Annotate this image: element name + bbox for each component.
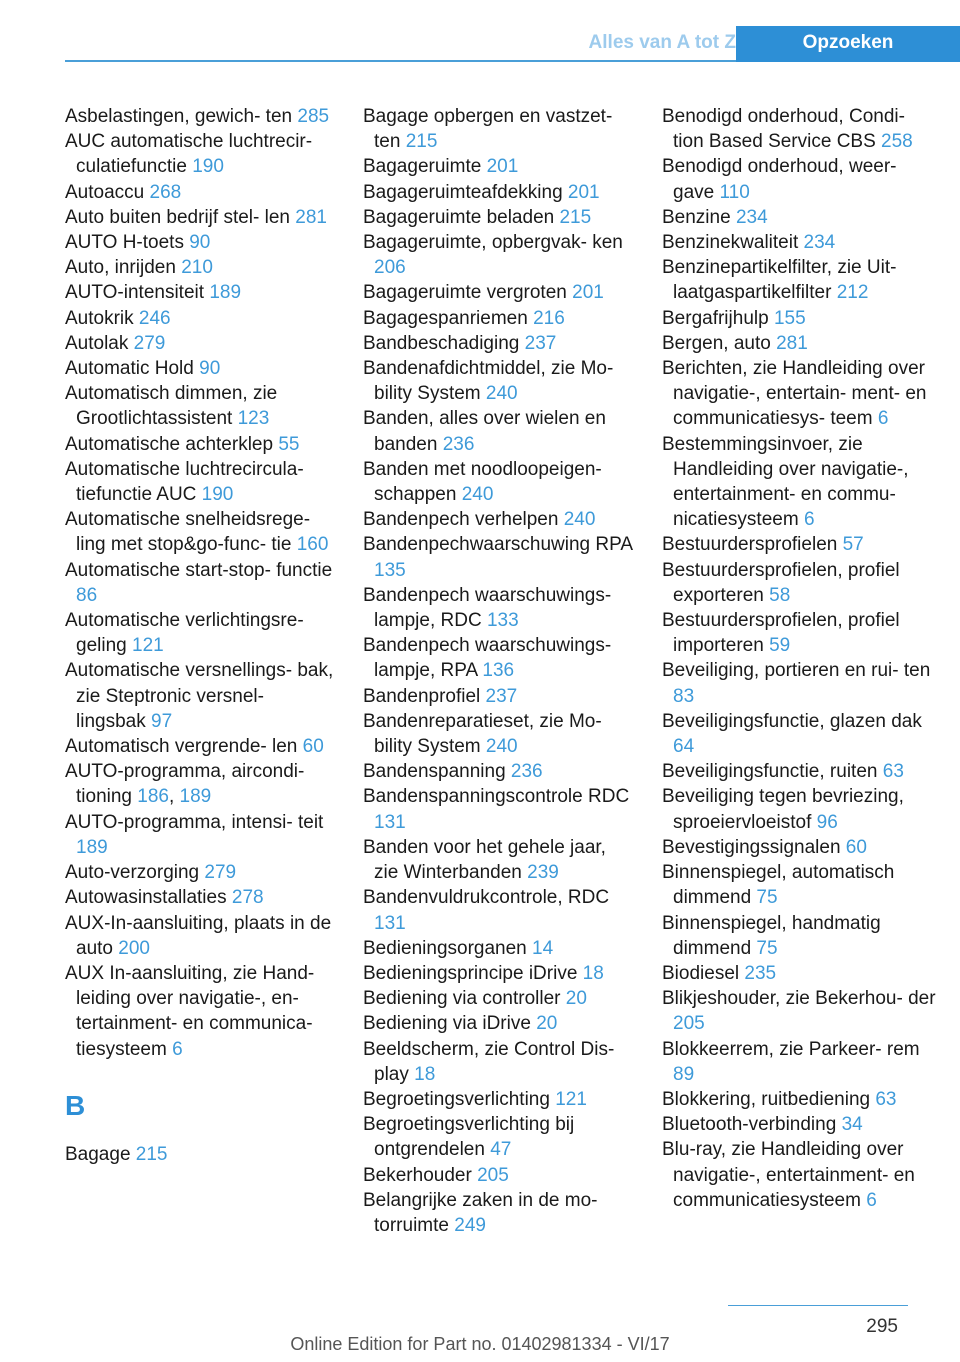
index-entry [662, 860, 937, 910]
page-link[interactable]: 236 [442, 433, 475, 455]
index-entry [363, 306, 633, 331]
index-term: Bagageruimteafdekking [363, 181, 568, 203]
page-link[interactable]: 6 [866, 1189, 877, 1211]
page-link[interactable]: 6 [803, 509, 815, 531]
index-term: Beveiligingsfunctie, glazen dak [662, 710, 922, 732]
index-entry [363, 104, 633, 154]
index-term: Blokkering, ruitbediening [662, 1088, 876, 1110]
index-term: Bestuurdersprofielen, profiel importeren [662, 610, 900, 657]
index-entry [65, 507, 335, 557]
index-entry [363, 1011, 633, 1036]
index-entry [65, 558, 335, 608]
index-entry [363, 709, 633, 759]
page-link[interactable]: 235 [744, 962, 777, 984]
page-link[interactable]: 237 [485, 685, 518, 707]
index-entry [363, 1087, 633, 1112]
page-link[interactable]: 215 [405, 131, 438, 153]
index-entry [363, 406, 633, 456]
page-link[interactable]: 131 [374, 912, 406, 934]
index-entry [363, 885, 633, 935]
page-link[interactable]: 216 [533, 307, 565, 329]
page-link[interactable]: 201 [486, 156, 519, 178]
page-link[interactable]: 18 [582, 962, 604, 984]
index-term: AUX In-aansluiting, zie Hand‐ leiding over navigatie-, en‐ tertainment- en communica‐ tiesysteem [65, 962, 315, 1060]
index-entry [65, 356, 335, 381]
index-entry [65, 860, 335, 885]
index-entry [363, 230, 633, 280]
page-link[interactable]: 160 [296, 534, 329, 556]
index-term: AUTO H-toets [65, 232, 190, 254]
index-term: Bandbeschadiging [363, 332, 525, 354]
index-entry [65, 911, 335, 961]
index-term: Bandenprofiel [363, 685, 486, 707]
index-term: Bagagespanriemen [363, 307, 534, 329]
index-term: Bedieningsorganen [363, 937, 533, 959]
page-link[interactable]: 249 [454, 1214, 486, 1236]
page-link[interactable]: 136 [482, 660, 515, 682]
index-term: Bandenspanning [363, 761, 511, 783]
page-link[interactable]: 55 [278, 433, 300, 455]
index-entry [363, 507, 633, 532]
index-entry [662, 961, 937, 986]
index-term: Automatic Hold [65, 358, 200, 380]
page-link[interactable]: 75 [756, 937, 778, 959]
index-entry [65, 255, 335, 280]
index-term: Bandenreparatieset, zie Mo‐ bility System [363, 710, 602, 758]
page-link[interactable]: 121 [132, 635, 164, 657]
index-term: Blu-ray, zie Handleiding over navigatie-, entertainment- en communicatiesysteem [662, 1139, 915, 1211]
page-link[interactable]: 57 [842, 534, 864, 556]
index-term: Bandenspanningscontrole RDC [363, 786, 630, 808]
section-letter: B [65, 1089, 86, 1121]
index-term: AUTO-intensiteit [65, 282, 210, 304]
index-entry [65, 810, 335, 860]
page-link[interactable]: 133 [486, 610, 519, 632]
index-term: Beveiliging, portieren en rui‐ ten [662, 660, 931, 682]
index-entry [363, 457, 633, 507]
index-term: Bluetooth-verbinding [662, 1114, 842, 1136]
index-entry [363, 154, 633, 179]
page-link[interactable]: 234 [803, 232, 836, 254]
index-term: Bagageruimte [363, 156, 487, 178]
index-term: Bestuurdersprofielen, profiel exporteren [662, 559, 900, 606]
page-link[interactable]: 59 [769, 635, 791, 657]
index-term: Benzine [662, 206, 736, 228]
index-entry [363, 1188, 633, 1238]
page-link[interactable]: 200 [118, 937, 150, 959]
page-link[interactable]: 281 [295, 206, 327, 228]
index-entry [65, 658, 335, 734]
index-entry [662, 255, 937, 305]
index-entry [662, 986, 937, 1036]
index-entry [65, 961, 335, 1062]
index-term: Banden voor het gehele jaar, zie Winterbanden [363, 836, 606, 884]
index-term: Bergen, auto [662, 332, 777, 354]
index-entry [662, 759, 937, 784]
page-link[interactable]: 6 [877, 408, 889, 430]
index-entry [363, 1163, 633, 1188]
index-term: Benodigd onderhoud, weer‐ gave [662, 156, 897, 203]
index-term: Bandenafdichtmiddel, zie Mo‐ bility System [363, 358, 614, 405]
page-link[interactable]: 215 [135, 1143, 168, 1165]
index-entry [65, 381, 335, 431]
page-link[interactable]: 201 [567, 181, 600, 203]
index-term: Automatische versnellings‐ bak, zie Steptronic versnel‐ lingsbak [65, 660, 334, 732]
page-link[interactable]: 121 [555, 1088, 587, 1110]
index-entry [363, 936, 633, 961]
index-term: Bevestigingssignalen [662, 836, 846, 858]
index-term: Binnenspiegel, automatisch dimmend [662, 862, 895, 909]
index-entry [65, 608, 335, 658]
index-entry [662, 331, 937, 356]
index-term: Autowasinstallaties [65, 887, 232, 909]
index-entry [363, 759, 633, 784]
index-entry [65, 1142, 335, 1167]
index-term: Begroetingsverlichting bij ontgrendelen [363, 1114, 575, 1161]
page-link[interactable]: 215 [559, 206, 592, 228]
index-term: Beveiligingsfunctie, ruiten [662, 761, 883, 783]
page-link[interactable]: 20 [565, 988, 587, 1010]
section-title: Alles van A tot Z [588, 32, 736, 53]
index-entry [65, 331, 335, 356]
page-link[interactable]: 131 [374, 811, 406, 833]
page-link[interactable]: 246 [138, 307, 171, 329]
index-entry [662, 154, 937, 204]
page-link[interactable]: 63 [875, 1088, 897, 1110]
page-link[interactable]: 239 [527, 862, 559, 884]
page-link[interactable]: 110 [719, 181, 750, 203]
index-term: Asbelastingen, gewich‐ ten [65, 106, 298, 127]
index-term: AUTO-programma, intensi‐ teit [65, 811, 324, 833]
index-term: Auto buiten bedrijf stel‐ len [65, 206, 296, 228]
index-entry [363, 356, 633, 406]
index-entry [65, 104, 335, 129]
index-term: Bandenpechwaarschuwing RPA [363, 534, 632, 556]
index-term: Blikjeshouder, zie Bekerhou‐ der [662, 988, 936, 1010]
index-entry [662, 608, 937, 658]
index-entry [662, 104, 937, 154]
index-entry [65, 180, 335, 205]
page-link[interactable]: 90 [189, 232, 211, 254]
page-link[interactable]: 285 [297, 106, 330, 127]
index-entry [363, 331, 633, 356]
index-entry [363, 280, 633, 305]
index-entry [363, 583, 633, 633]
index-entry [662, 230, 937, 255]
index-term: Beveiliging tegen bevriezing, sproeiervloeistof [662, 786, 904, 833]
page-link[interactable]: 155 [773, 307, 806, 329]
index-term: Automatisch vergrende‐ len [65, 736, 303, 758]
index-term: Binnenspiegel, handmatig dimmend [662, 912, 881, 959]
index-term: Benodigd onderhoud, Condi‐ tion Based Service CBS [662, 106, 905, 153]
index-term: Autokrik [65, 307, 139, 329]
index-entry [363, 532, 633, 582]
index-entry [65, 885, 335, 910]
page-link[interactable]: 240 [563, 509, 596, 531]
page-link[interactable]: 237 [524, 332, 557, 354]
index-entry [363, 784, 633, 834]
index-entry [662, 432, 937, 533]
index-entry [65, 457, 335, 507]
index-entry [662, 911, 937, 961]
page-link[interactable]: 189 [76, 836, 108, 858]
page-link[interactable]: 96 [816, 811, 838, 833]
index-entry [363, 205, 633, 230]
index-entry [662, 784, 937, 834]
page-link[interactable]: 206 [374, 257, 406, 279]
index-entry [363, 684, 633, 709]
page-link[interactable]: 210 [181, 257, 213, 279]
page-link[interactable]: 201 [572, 282, 604, 304]
page-link[interactable]: 97 [151, 710, 173, 732]
index-entry [662, 356, 937, 432]
page-link[interactable]: 63 [882, 761, 904, 783]
index-entry [662, 658, 937, 708]
index-entry [662, 1037, 937, 1087]
page-link[interactable]: 278 [231, 887, 264, 909]
index-term: Automatische start-stop- functie [65, 559, 333, 581]
page-link[interactable]: 58 [769, 584, 791, 606]
page-link[interactable]: 240 [485, 383, 518, 405]
index-term: Benzinekwaliteit [662, 232, 804, 254]
index-term: Automatische luchtrecircula‐ tiefunctie AUC [65, 458, 304, 506]
index-term: Banden, alles over wielen en banden [363, 408, 606, 455]
page-link[interactable]: 189 [209, 282, 242, 304]
index-entry [363, 961, 633, 986]
index-entry [363, 835, 633, 885]
index-entry [363, 633, 633, 683]
index-entry [662, 532, 937, 557]
page-link[interactable]: 47 [490, 1139, 512, 1161]
index-term: Biodiesel [662, 962, 745, 984]
index-term: Bandenpech verhelpen [363, 509, 564, 531]
index-column-3 [662, 104, 937, 1213]
page-link[interactable]: 189 [179, 786, 212, 808]
index-entry [662, 1087, 937, 1112]
footer-rule [728, 1305, 908, 1306]
page-link[interactable]: 20 [536, 1013, 558, 1035]
index-term: Automatische verlichtingsre‐ geling [65, 610, 304, 657]
edition-footer: Online Edition for Part no. 01402981334 - VI/17 [290, 1334, 670, 1354]
index-term: Automatische snelheidsrege‐ ling met stop&go-func‐ tie [65, 509, 311, 556]
index-entry [65, 432, 335, 457]
index-term: Auto, inrijden [65, 257, 182, 279]
page-link[interactable]: 234 [735, 206, 768, 228]
index-entry [662, 1112, 937, 1137]
page-link[interactable]: 135 [374, 559, 406, 581]
index-term: Bergafrijhulp [662, 307, 774, 329]
index-term: Banden met noodloopeigen‐ schappen [363, 458, 602, 506]
index-column-1 [65, 104, 335, 1167]
index-term: Bagageruimte, opbergvak‐ ken [363, 232, 623, 254]
page-link[interactable]: 86 [76, 584, 98, 606]
index-term: Bandenpech waarschuwings‐ lampje, RPA [363, 635, 612, 682]
index-term: Bekerhouder [363, 1164, 478, 1186]
page-link[interactable]: 281 [776, 332, 808, 354]
index-entry [662, 709, 937, 759]
index-term: Autoaccu [65, 181, 150, 203]
index-term: Bediening via controller [363, 988, 566, 1010]
page-link[interactable]: 279 [204, 862, 237, 884]
index-entry [363, 986, 633, 1011]
page-link[interactable]: 123 [237, 408, 270, 430]
page-link[interactable]: 258 [881, 131, 913, 153]
index-term: Beeldscherm, zie Control Dis‐ play [363, 1038, 615, 1085]
index-entry [65, 306, 335, 331]
index-entry [65, 129, 335, 179]
page-link[interactable]: 6 [172, 1038, 183, 1060]
index-entry [662, 835, 937, 860]
index-term: Auto-verzorging [65, 862, 205, 884]
index-entry [363, 1037, 633, 1087]
index-entry [65, 734, 335, 759]
index-entry [65, 230, 335, 255]
page-link[interactable]: 236 [510, 761, 543, 783]
page-link[interactable]: 89 [673, 1063, 695, 1085]
index-term: Bagageruimte vergroten [363, 282, 573, 304]
index-entry [662, 1137, 937, 1213]
page-link[interactable]: 60 [845, 836, 867, 858]
index-entry [662, 306, 937, 331]
index-term: Berichten, zie Handleiding over navigatie-, entertain‐ ment- en communicatiesys‐ teem [662, 358, 927, 430]
index-term: Begroetingsverlichting [363, 1088, 556, 1110]
page-separator: , [168, 786, 180, 808]
page-link[interactable]: 64 [673, 736, 695, 758]
page-link[interactable]: 212 [836, 282, 869, 304]
page-link[interactable]: 190 [192, 156, 224, 178]
index-entry [662, 558, 937, 608]
index-term: AUC automatische luchtrecir‐ culatiefunctie [65, 131, 313, 178]
page-number: 295 [866, 1316, 898, 1337]
index-entry [65, 205, 335, 230]
index-term: Bagage opbergen en vastzet‐ ten [363, 106, 613, 153]
index-term: Bandenpech waarschuwings‐ lampje, RDC [363, 584, 612, 632]
index-column-2 [363, 104, 633, 1238]
page-link[interactable]: 60 [302, 736, 324, 758]
index-term: Bedieningsprincipe iDrive [363, 962, 583, 984]
page-link[interactable]: 18 [414, 1063, 436, 1085]
page-link[interactable]: 75 [756, 887, 778, 909]
index-term: Bediening via iDrive [363, 1013, 537, 1035]
page-link[interactable]: 268 [149, 181, 182, 203]
page-link[interactable]: 205 [673, 1013, 705, 1035]
index-term: Bestuurdersprofielen [662, 534, 843, 556]
index-entry [65, 759, 335, 809]
index-term: Bandenvuldrukcontrole, RDC [363, 887, 610, 909]
index-entry [363, 1112, 633, 1162]
index-term: Automatische achterklep [65, 433, 279, 455]
tab-opzoeken[interactable]: Opzoeken [736, 26, 960, 62]
page-link[interactable]: 90 [199, 358, 221, 380]
page-link[interactable]: 14 [532, 937, 554, 959]
index-term: Automatisch dimmen, zie Grootlichtassistent [65, 383, 278, 430]
page-link[interactable]: 34 [841, 1114, 863, 1136]
index-term: AUX-In-aansluiting, plaats in de auto [65, 912, 332, 959]
index-term: Blokkeerrem, zie Parkeer‐ rem [662, 1038, 920, 1060]
index-term: Bagageruimte beladen [363, 206, 560, 228]
index-term: Autolak [65, 332, 134, 354]
index-term: Benzinepartikelfilter, zie Uit‐ laatgaspartikelfilter [662, 257, 897, 304]
index-term: Bestemmingsinvoer, zie Handleiding over navigatie-, entertainment- en commu‐ nicatiesysteem [662, 433, 909, 531]
page-link[interactable]: 240 [461, 484, 494, 506]
page-link[interactable]: 186 [137, 786, 169, 808]
page-link[interactable]: 240 [485, 736, 518, 758]
index-term: Belangrijke zaken in de mo‐ torruimte [363, 1189, 598, 1236]
index-entry [662, 205, 937, 230]
page-link[interactable]: 83 [673, 685, 695, 707]
index-term: AUTO-programma, aircondi‐ tioning [65, 761, 305, 808]
page-link[interactable]: 205 [477, 1164, 509, 1186]
page-link[interactable]: 190 [201, 484, 234, 506]
index-term: Bagage [65, 1143, 136, 1165]
index-entry [65, 280, 335, 305]
index-entry [363, 180, 633, 205]
page-link[interactable]: 279 [133, 332, 166, 354]
